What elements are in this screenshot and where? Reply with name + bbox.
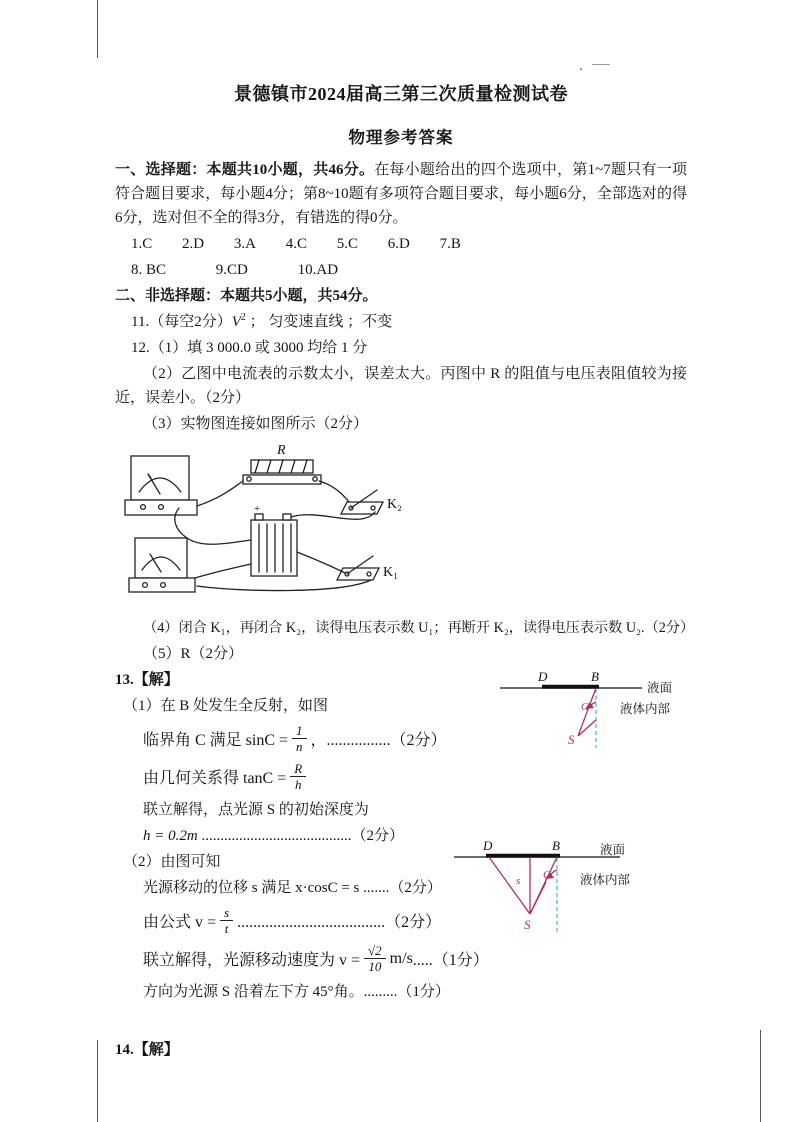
choice-section-heading [115,158,687,230]
fraction-1-over-n [292,724,307,754]
answer-2: 2.D [182,236,205,252]
q13-l5-dots: ........................................（2分） [197,827,404,844]
scan-artifact [760,1030,761,1122]
answer-6: 6.D [387,236,410,252]
choice-answers-row2 [115,258,687,282]
q13-l8-pre: 由公式 v = [143,914,217,932]
q12-p3: （3）实物图连接如图所示（2分） [143,416,369,432]
diagramB-label-D: D [483,838,493,853]
choice-answers-row1 [115,232,687,256]
choice-heading-rest: 在每小题给出的四个选项中，第1~7题只有一项符合题目要求，每小题4分；第8~10题有多项符合题目要求，每小题6分，全部选对的得6分，选对但不全的得3分，有错选的得0分。 [115,162,687,226]
q13-l7: 光源移动的位移 s 满足 x·cosC = s .......（2分） [143,879,442,896]
frac-den: n [296,739,303,755]
scan-artifact [97,0,98,58]
circuit-diagram [121,440,687,613]
circuit-label-K2: K₂ [387,497,402,512]
choice-heading-bold: 一、选择题：本题共10小题，共46分。 [115,162,375,178]
fraction-R-over-h [290,762,306,792]
q13-l9-unit: m/s [389,949,413,967]
diagramA-label-C: C [581,701,589,713]
q13-l2-pre: 临界角 C 满足 sinC = [143,732,289,750]
diagramA-surface-label: 液面 [647,681,673,695]
answer-10: 10.AD [297,262,339,278]
diagramB-label-B: B [552,838,560,853]
diagramA-label-S: S [568,732,575,747]
q11-rest: ； 匀变速直线 ；不变 [245,314,393,330]
answer-4: 4.C [285,236,307,252]
diagramB-label-C: C [543,869,551,881]
answer-7: 7.B [439,236,461,252]
q11-prefix: 11.（每空2分） [131,314,232,330]
reflection-diagram-2 [450,832,660,945]
reflection-diagram-1-svg [492,658,698,754]
q13-l4: 联立解得，点光源 S 的初始深度为 [143,801,369,818]
q13-l1: （1）在 B 处发生全反射，如图 [123,697,329,714]
frac-num: 1 [292,724,307,740]
q13-l6: （2）由图可知 [123,853,221,870]
diagramB-interior-label: 液体内部 [580,873,631,887]
answer-5: 5.C [336,236,358,252]
frac-den: h [294,777,302,793]
answer-8: 8. BC [131,262,167,278]
q13-l9-pre: 联立解得，光源移动速度为 v = [143,952,361,970]
diagramB-surface-label: 液面 [600,843,626,857]
frac-num: √2 [364,944,386,960]
q13-l2-post: ，................（2分） [310,732,447,750]
fraction-s-over-t [220,906,233,936]
circuit-label-K1: K₁ [383,565,398,580]
q13-l9 [115,940,687,978]
frac-num: R [290,762,306,778]
diagramA-label-B: B [591,669,599,684]
reflection-diagram-2-svg [450,832,660,940]
circuit-label-plus: + [254,503,261,515]
answer-3: 3.A [233,236,256,252]
q12-p5: （5）R（2分） [143,645,244,662]
q11-exp: 2 [240,312,246,323]
answer-1: 1.C [131,236,153,252]
q13-l3 [115,758,687,796]
scan-artifact [580,68,582,70]
fraction-sqrt2-over-10 [364,944,386,974]
q14-heading: 14.【解】 [115,1041,179,1058]
scan-artifact [592,64,610,65]
diagramA-label-D: D [538,669,548,684]
diagramA-interior-label: 液体内部 [620,702,671,716]
diagramB-label-S: S [524,917,531,932]
ray-group [489,857,557,914]
q13-l9-dots: .....（1分） [412,952,489,970]
answer-9: 9.CD [215,262,248,278]
noncho-section-heading: 二、非选择题：本题共5小题，共54分。 [115,288,378,304]
diagramB-label-s: s [516,875,521,887]
exam-title: 景德镇市2024届高三第三次质量检测试卷 [234,84,568,104]
q11-line [115,310,687,334]
circuit-label-R: R [277,443,286,458]
q12-p4: （4）闭合 K₁，再闭合 K₂，读得电压表示数 U₁；再断开 K₂，读得电压表示数 U₂.（2分） [143,620,695,636]
reflection-diagram-1 [492,658,698,759]
q12-p2: （2）乙图中电流表的示数太小，误差太大。丙图中 R 的阻值与电压表阻值较为接近，误差小。（2分） [115,366,687,406]
frac-num: s [220,906,233,922]
q13-l10: 方向为光源 S 沿着左下方 45°角。.........（1分） [143,983,450,1000]
q13-l3-pre: 由几何关系得 tanC = [143,770,287,788]
frac-den: 10 [368,959,382,975]
q13-heading: 13.【解】 [115,671,179,688]
answers-subtitle: 物理参考答案 [348,128,454,147]
q11-var: V [231,314,241,330]
q13-l8-dots: .....................................（2分） [237,914,442,932]
q12-p1: 12.（1）填 3 000.0 或 3000 均给 1 分 [131,340,368,356]
q13-l5-formula: h = 0.2m [143,827,198,844]
circuit-diagram-svg [121,440,421,608]
frac-den: t [224,921,229,937]
scan-artifact [97,1040,98,1122]
